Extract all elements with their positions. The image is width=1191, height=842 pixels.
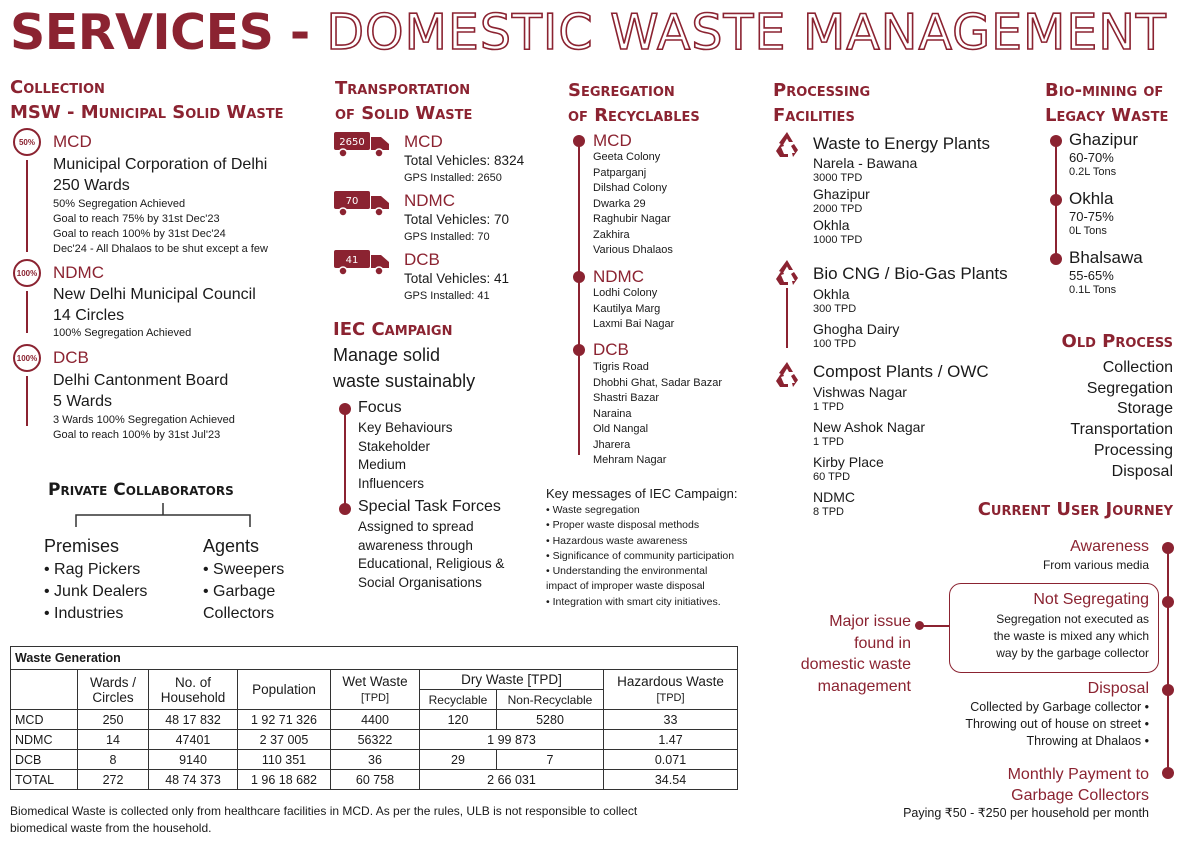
transport-heading-1: Transportation — [335, 78, 471, 99]
seg-dcb-list: Tigris Road Dhobhi Ghat, Sadar Bazar Shastri Bazar Naraina Old Nangal Jharera Mehram Nagar — [593, 361, 723, 466]
seg-dcb-dot — [573, 344, 585, 356]
old-process-steps: Collection Segregation Storage Transportation Processing Disposal — [1070, 359, 1173, 480]
transport-dcb-vehicles: Total Vehicles: 41 — [404, 271, 510, 286]
nonrecyclable-header: Non-Recyclable — [497, 690, 604, 710]
transport-dcb-gps: GPS Installed: 41 — [404, 290, 490, 302]
awareness-sub: From various media — [1042, 558, 1149, 572]
ndmc-name: NDMC — [53, 263, 104, 282]
waste-generation-table — [10, 646, 738, 790]
population-header: Population — [238, 670, 331, 710]
focus-list: Key Behaviours Stakeholder Medium Influencers — [358, 420, 453, 491]
not-segregating-dot — [1162, 596, 1174, 608]
stf-list: Assigned to spread awareness through Educational, Religious & Social Organisations — [358, 519, 505, 590]
recycle-icon — [773, 130, 801, 158]
truck-label: 41 — [345, 255, 359, 266]
premises-label: Premises — [44, 536, 120, 556]
key-messages-list: • Waste segregation • Proper waste disposal methods • Hazardous waste awareness • Significance of community participation • Understanding the environmental impact of improper waste disposal • Integration with smart city initiatives. — [546, 504, 735, 608]
dcb-lines: 3 Wards 100% Segregation Achieved Goal to reach 100% by 31st Jul'23 — [53, 414, 235, 441]
biocng-sites: Okhla 300 TPD Ghogha Dairy 100 TPD — [813, 286, 900, 350]
corner-cell — [11, 670, 78, 710]
major-issue-text: Major issue found in domestic waste management — [800, 613, 911, 695]
segregation-heading-2: of Recyclables — [568, 105, 700, 126]
disposal-lines: Collected by Garbage collector • Throwing out of house on street • Throwing at Dhalaos • — [965, 700, 1149, 748]
transport-ndmc-gps: GPS Installed: 70 — [404, 231, 490, 243]
ghazipur-dot — [1050, 135, 1062, 147]
iec-heading: IEC Campaign — [333, 319, 453, 340]
bhalsawa-dot — [1050, 253, 1062, 265]
payment-dot — [1162, 767, 1174, 779]
seg-mcd-list: Geeta Colony Patparganj Dilshad Colony Dwarka 29 Raghubir Nagar Zakhira Various Dhalaos — [593, 151, 673, 256]
dcb-full: Delhi Cantonment Board — [53, 372, 229, 389]
mcd-units: 250 Wards — [53, 177, 130, 194]
private-heading: Private Collaborators — [48, 480, 234, 500]
msw-heading: MSW - Municipal Solid Waste — [10, 102, 284, 123]
truck-icon — [333, 248, 391, 276]
processing-heading-1: Processing — [773, 80, 871, 101]
stf-dot — [339, 503, 351, 515]
transport-ndmc-name: NDMC — [404, 191, 455, 210]
table-row: TOTAL 272 48 74 373 1 96 18 682 60 758 2 66 031 34.54 — [11, 770, 738, 790]
recycle-icon — [773, 360, 801, 388]
biocng-line — [786, 288, 788, 348]
table-row: MCD 250 48 17 832 1 92 71 326 4400 120 5280 33 — [11, 710, 738, 730]
wards-header: Wards / Circles — [78, 670, 149, 710]
not-segregating-label: Not Segregating — [1033, 591, 1149, 608]
bhalsawa-block: Bhalsawa 55-65% 0.1L Tons — [1069, 248, 1143, 296]
transport-ndmc-vehicles: Total Vehicles: 70 — [404, 212, 510, 227]
wte-heading: Waste to Energy Plants — [813, 134, 991, 153]
payment-sub: Paying ₹50 - ₹250 per household per month — [903, 806, 1149, 820]
ndmc-full: New Delhi Municipal Council — [53, 286, 256, 303]
segregation-line — [578, 140, 580, 455]
payment-label: Monthly Payment to Garbage Collectors — [1007, 766, 1149, 804]
waste-table-title: Waste Generation — [11, 647, 738, 670]
stf-label: Special Task Forces — [358, 498, 501, 515]
iec-line — [344, 412, 346, 506]
awareness-label: Awareness — [1070, 538, 1149, 555]
okhla-dot — [1050, 194, 1062, 206]
mcd-line — [26, 160, 28, 252]
truck-label: 2650 — [339, 137, 365, 148]
journey-heading: Current User Journey — [977, 499, 1173, 520]
not-segregating-lines: Segregation not executed as the waste is mixed any which way by the garbage collector — [993, 612, 1149, 660]
transport-mcd-gps: GPS Installed: 2650 — [404, 172, 502, 184]
seg-ndmc-list: Lodhi Colony Kautilya Marg Laxmi Bai Nagar — [593, 287, 675, 330]
dcb-units: 5 Wards — [53, 393, 112, 410]
journey-line — [1167, 548, 1169, 773]
table-row: DCB 8 9140 110 351 36 29 7 0.071 — [11, 750, 738, 770]
seg-mcd-name: MCD — [593, 131, 632, 150]
page-title: SERVICES - DOMESTIC WASTE MANAGEMENT — [10, 4, 1167, 61]
hazardous-header: Hazardous Waste [TPD] — [604, 670, 738, 710]
compost-heading: Compost Plants / OWC — [813, 362, 989, 381]
mcd-full: Municipal Corporation of Delhi — [53, 156, 268, 173]
disposal-dot — [1162, 684, 1174, 696]
issue-dot — [915, 621, 924, 630]
transport-heading-2: of Solid Waste — [335, 103, 473, 124]
table-row: NDMC 14 47401 2 37 005 56322 1 99 873 1.47 — [11, 730, 738, 750]
recycle-icon — [773, 258, 801, 286]
table-footnote: Biomedical Waste is collected only from healthcare facilities in MCD. As per the rules, ULB is not responsible to collect biomedical waste from the household. — [10, 804, 638, 835]
dry-header: Dry Waste [TPD] — [420, 670, 604, 690]
truck-icon — [333, 189, 391, 217]
biomining-heading-1: Bio-mining of — [1045, 80, 1164, 101]
seg-ndmc-name: NDMC — [593, 267, 644, 286]
agents-list: • Sweepers • Garbage Collectors — [203, 561, 285, 622]
ghazipur-block: Ghazipur 60-70% 0.2L Tons — [1069, 130, 1138, 178]
ndmc-units: 14 Circles — [53, 307, 125, 324]
disposal-label: Disposal — [1087, 680, 1149, 697]
transport-dcb-name: DCB — [404, 250, 440, 269]
seg-mcd-dot — [573, 135, 585, 147]
wet-header: Wet Waste [TPD] — [331, 670, 420, 710]
seg-dcb-name: DCB — [593, 340, 629, 359]
collection-heading: Collection — [10, 77, 105, 98]
compost-sites: Vishwas Nagar 1 TPD New Ashok Nagar 1 TPD Kirby Place 60 TPD NDMC 8 TPD — [813, 384, 926, 518]
awareness-dot — [1162, 542, 1174, 554]
focus-label: Focus — [358, 399, 402, 416]
biocng-heading: Bio CNG / Bio-Gas Plants — [813, 264, 1008, 283]
okhla-block: Okhla 70-75% 0L Tons — [1069, 189, 1114, 237]
private-bracket — [74, 503, 254, 529]
transport-mcd-name: MCD — [404, 132, 443, 151]
dcb-line — [26, 376, 28, 426]
old-process-heading: Old Process — [1061, 331, 1173, 352]
premises-list: • Rag Pickers • Junk Dealers • Industries — [44, 561, 148, 622]
transport-mcd-vehicles: Total Vehicles: 8324 — [404, 153, 525, 168]
dcb-name: DCB — [53, 348, 89, 367]
ndmc-progress-ring: 100% — [13, 259, 41, 287]
segregation-heading-1: Segregation — [568, 80, 675, 101]
recyclable-header: Recyclable — [420, 690, 497, 710]
iec-sub-2: waste sustainably — [333, 371, 476, 391]
mcd-progress-ring: 50% — [13, 128, 41, 156]
dcb-progress-ring: 100% — [13, 344, 41, 372]
household-header: No. of Household — [149, 670, 238, 710]
iec-sub-1: Manage solid — [333, 345, 441, 365]
processing-heading-2: Facilities — [773, 105, 855, 126]
key-messages-heading: Key messages of IEC Campaign: — [546, 486, 738, 501]
truck-label: 70 — [345, 196, 359, 207]
mcd-lines: 50% Segregation Achieved Goal to reach 75% by 31st Dec'23 Goal to reach 100% by 31st Dec'24 Dec'24 - All Dhalaos to be shut except a few — [53, 198, 268, 255]
agents-label: Agents — [203, 536, 260, 556]
waste-table-wrap — [10, 646, 738, 790]
ndmc-lines: 100% Segregation Achieved — [53, 327, 192, 339]
truck-icon — [333, 130, 391, 158]
biomining-heading-2: Legacy Waste — [1045, 105, 1169, 126]
wte-sites: Narela - Bawana 3000 TPD Ghazipur 2000 TPD Okhla 1000 TPD — [813, 155, 918, 246]
ndmc-line — [26, 291, 28, 333]
mcd-name: MCD — [53, 132, 92, 151]
seg-ndmc-dot — [573, 271, 585, 283]
